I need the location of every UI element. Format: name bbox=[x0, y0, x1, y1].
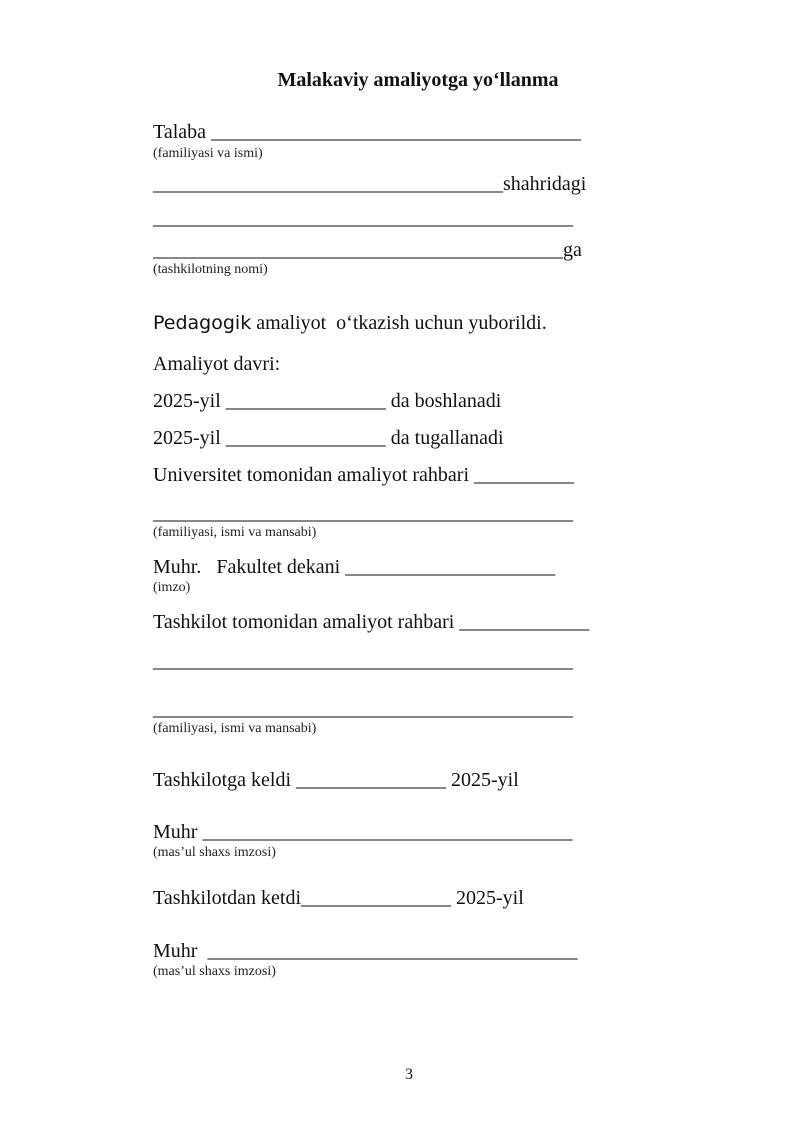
page-number: 3 bbox=[405, 1066, 413, 1083]
dean-signature-line[interactable]: Muhr. Fakultet dekani _____________________ bbox=[153, 556, 556, 578]
practice-period-heading: Amaliyot davri: bbox=[153, 353, 281, 375]
arrival-stamp-caption: (mas’ul shaxs imzosi) bbox=[153, 845, 276, 860]
departure-stamp-line[interactable]: Muhr _____________________________________ bbox=[153, 940, 578, 962]
document-title: Malakaviy amaliyotga yo‘llanma bbox=[277, 69, 559, 91]
practice-sent-text: amaliyot o‘tkazish uchun yuborildi. bbox=[251, 312, 547, 334]
arrival-stamp-line[interactable]: Muhr _____________________________________ bbox=[153, 821, 573, 843]
arrival-date-line[interactable]: Tashkilotga keldi _______________ 2025-yil bbox=[153, 769, 519, 791]
university-supervisor-extra-line[interactable]: __________________________________________ bbox=[153, 502, 573, 524]
start-date-line[interactable]: 2025-yil ________________ da boshlanadi bbox=[153, 390, 502, 412]
student-name-line[interactable]: Talaba _____________________________________ bbox=[153, 121, 582, 143]
organization-line-1[interactable]: __________________________________________ bbox=[153, 207, 573, 229]
departure-date-line[interactable]: Tashkilotdan ketdi_______________ 2025-yil bbox=[153, 887, 524, 909]
practice-sent-sentence bbox=[153, 311, 547, 335]
practice-type-word: Pedagogik bbox=[153, 312, 252, 334]
departure-stamp-caption: (mas’ul shaxs imzosi) bbox=[153, 964, 276, 979]
city-line[interactable]: ___________________________________shahridagi bbox=[153, 173, 587, 195]
organization-supervisor-line[interactable]: Tashkilot tomonidan amaliyot rahbari _____________ bbox=[153, 611, 590, 633]
organization-supervisor-extra-line-2[interactable]: __________________________________________ bbox=[153, 698, 573, 720]
organization-supervisor-extra-line-1[interactable]: __________________________________________ bbox=[153, 650, 573, 672]
university-supervisor-line[interactable]: Universitet tomonidan amaliyot rahbari __________ bbox=[153, 464, 575, 486]
student-name-caption: (familiyasi va ismi) bbox=[153, 146, 263, 161]
university-supervisor-caption: (familiyasi, ismi va mansabi) bbox=[153, 525, 317, 540]
end-date-line[interactable]: 2025-yil ________________ da tugallanadi bbox=[153, 427, 504, 449]
organization-caption: (tashkilotning nomi) bbox=[153, 262, 268, 277]
dean-signature-caption: (imzo) bbox=[153, 580, 191, 595]
organization-supervisor-caption: (familiyasi, ismi va mansabi) bbox=[153, 721, 317, 736]
organization-line-2[interactable]: _________________________________________ga bbox=[153, 239, 582, 261]
